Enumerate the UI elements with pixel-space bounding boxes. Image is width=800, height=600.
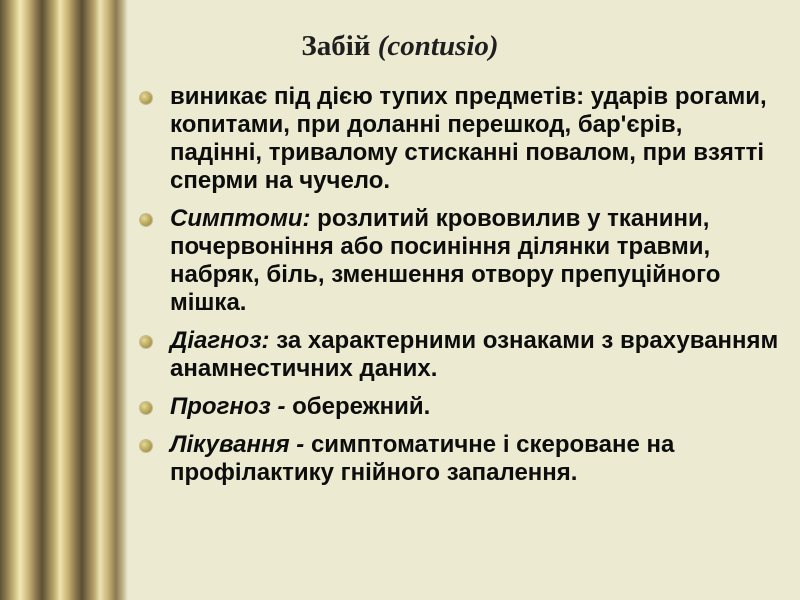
bullet-text: симптоматичне і скероване на профілактику гнійного запалення.: [170, 431, 675, 486]
bullet-label: Діагноз:: [170, 327, 270, 354]
bullet-label: Симптоми:: [170, 205, 311, 232]
bullet-icon: [140, 92, 152, 104]
bullet-item-3: [140, 327, 780, 383]
bullet-item-1: [140, 83, 780, 195]
bullet-label: Прогноз -: [170, 393, 286, 420]
bullet-text: розлитий крововилив у тканини, почервоніння або посиніння ділянки травми, набряк, біль, зменшення отвору препуційного мішка.: [170, 205, 721, 316]
bullet-icon: [140, 214, 152, 226]
bullet-item-4: [140, 393, 780, 421]
bullet-icon: [140, 440, 152, 452]
bullet-item-2: [140, 205, 780, 317]
decorative-striped-border: [0, 0, 128, 600]
title-main: Забій: [301, 30, 371, 62]
bullet-icon: [140, 402, 152, 414]
slide-title: [0, 30, 800, 63]
bullet-icon: [140, 336, 152, 348]
bullet-text: обережний.: [285, 393, 431, 420]
bullet-text: за характерними ознаками з врахуванням анамнестичних даних.: [170, 327, 779, 382]
title-latin: (contusio): [377, 30, 499, 62]
bullet-label: Лікування -: [170, 431, 305, 458]
bullet-list: [140, 83, 780, 497]
bullet-text: виникає під дією тупих предметів: ударів рогами, копитами, при доланні перешкод, бар'єрів, падінні, тривалому стисканні повалом, при взятті сперми на чучело.: [170, 83, 767, 194]
bullet-item-5: [140, 431, 780, 487]
